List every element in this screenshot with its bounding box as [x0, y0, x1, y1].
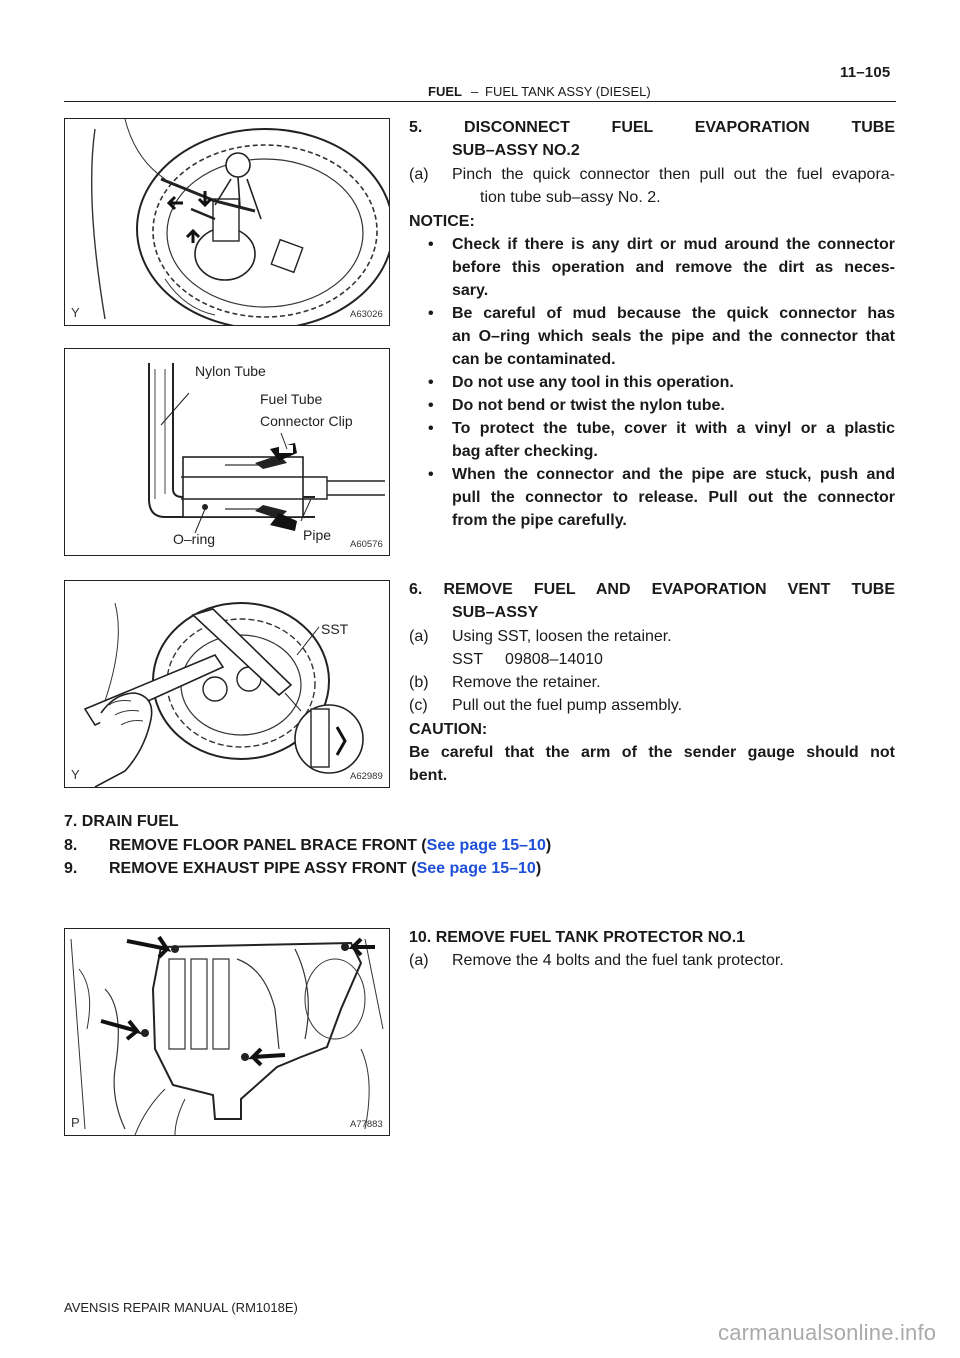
notice-5-line-2: bag after checking. — [452, 443, 598, 460]
step-5-title-cont: SUB–ASSY NO.2 — [452, 142, 580, 159]
watermark: carmanualsonline.info — [718, 1320, 937, 1345]
figure-view-mark: P — [71, 1115, 80, 1130]
figure-view-mark: Y — [71, 767, 80, 782]
label-fuel-tube: Fuel Tube — [260, 391, 323, 407]
sst-number: SST 09808–14010 — [452, 651, 603, 668]
figure-view-mark: Y — [71, 305, 80, 320]
caution-line-2: bent. — [409, 767, 448, 784]
step-6-title: 6. REMOVE FUEL AND EVAPORATION VENT TUBE — [409, 581, 895, 598]
step-9: REMOVE EXHAUST PIPE ASSY FRONT (See page 15–10) — [109, 860, 542, 877]
header-dash: – — [471, 84, 479, 99]
caution-heading: CAUTION: — [409, 721, 488, 738]
page-number: 11–105 — [840, 64, 891, 81]
figure-sst-retainer — [64, 580, 390, 788]
bullet: • — [428, 236, 434, 253]
label-connector-clip: Connector Clip — [260, 413, 353, 429]
notice-1-line-2: before this operation and remove the dirt as neces- — [452, 259, 895, 276]
notice-2-line-2: an O–ring which seals the pipe and the connector that — [452, 328, 895, 345]
step-6c-marker: (c) — [409, 697, 428, 714]
label-sst: SST — [321, 621, 349, 637]
figure-fuel-tank-protector — [64, 928, 390, 1136]
fuel-tank-protector-illustration — [65, 929, 389, 1135]
notice-6-line-1: When the connector and the pipe are stuck, push and — [452, 466, 895, 483]
bullet: • — [428, 466, 434, 483]
notice-4: Do not bend or twist the nylon tube. — [452, 397, 725, 414]
label-pipe: Pipe — [303, 527, 332, 543]
see-page-link[interactable]: See page 15–10 — [426, 837, 546, 854]
step-10a-marker: (a) — [409, 952, 429, 969]
notice-2-line-3: can be contaminated. — [452, 351, 616, 368]
notice-6-line-3: from the pipe carefully. — [452, 512, 627, 529]
step-6a-text: Using SST, loosen the retainer. — [452, 628, 672, 645]
fuel-pump-illustration — [65, 119, 389, 325]
caution-line-1: Be careful that the arm of the sender gauge should not — [409, 744, 895, 761]
header-rule — [64, 101, 896, 102]
bullet: • — [428, 397, 434, 414]
step-6b-text: Remove the retainer. — [452, 674, 601, 691]
step-5-title: 5. DISCONNECT FUEL EVAPORATION TUBE — [409, 119, 895, 136]
step-6-title-cont: SUB–ASSY — [452, 604, 539, 621]
step-7: 7. DRAIN FUEL — [64, 813, 179, 830]
notice-1-line-3: sary. — [452, 282, 489, 299]
figure-code: A63026 — [350, 309, 383, 320]
figure-code: A60576 — [350, 539, 383, 550]
notice-6-line-2: pull the connector to release. Pull out the connector — [452, 489, 895, 506]
step-8-number: 8. — [64, 837, 78, 854]
figure-code: A62989 — [350, 771, 383, 782]
step-6c-text: Pull out the fuel pump assembly. — [452, 697, 683, 714]
bullet: • — [428, 374, 434, 391]
bullet: • — [428, 420, 434, 437]
notice-5-line-1: To protect the tube, cover it with a vinyl or a plastic — [452, 420, 895, 437]
notice-3: Do not use any tool in this operation. — [452, 374, 734, 391]
step-5a-text: Pinch the quick connector then pull out the fuel evapora- — [452, 166, 895, 183]
manual-footer: AVENSIS REPAIR MANUAL (RM1018E) — [64, 1300, 298, 1315]
step-10-title: 10. REMOVE FUEL TANK PROTECTOR NO.1 — [409, 929, 746, 946]
label-nylon-tube: Nylon Tube — [195, 363, 266, 379]
step-9-number: 9. — [64, 860, 78, 877]
label-o-ring: O–ring — [173, 531, 216, 547]
notice-heading: NOTICE: — [409, 213, 475, 230]
figure-connector-section — [64, 348, 390, 556]
step-6a-marker: (a) — [409, 628, 429, 645]
notice-1-line-1: Check if there is any dirt or mud around the connector — [452, 236, 895, 253]
see-page-link[interactable]: See page 15–10 — [416, 860, 536, 877]
bullet: • — [428, 305, 434, 322]
header-title: FUEL TANK ASSY (DIESEL) — [485, 84, 651, 99]
header-section: FUEL — [428, 84, 462, 99]
step-10a-text: Remove the 4 bolts and the fuel tank protector. — [452, 952, 784, 969]
step-5a-marker: (a) — [409, 166, 429, 183]
figure-code: A77883 — [350, 1119, 383, 1130]
sst-retainer-illustration — [65, 581, 389, 787]
figure-evap-tube-connector — [64, 118, 390, 326]
notice-2-line-1: Be careful of mud because the quick connector has — [452, 305, 895, 322]
step-6b-marker: (b) — [409, 674, 429, 691]
step-5a-text-cont: tion tube sub–assy No. 2. — [480, 189, 661, 206]
step-8: REMOVE FLOOR PANEL BRACE FRONT (See page 15–10) — [109, 837, 552, 854]
